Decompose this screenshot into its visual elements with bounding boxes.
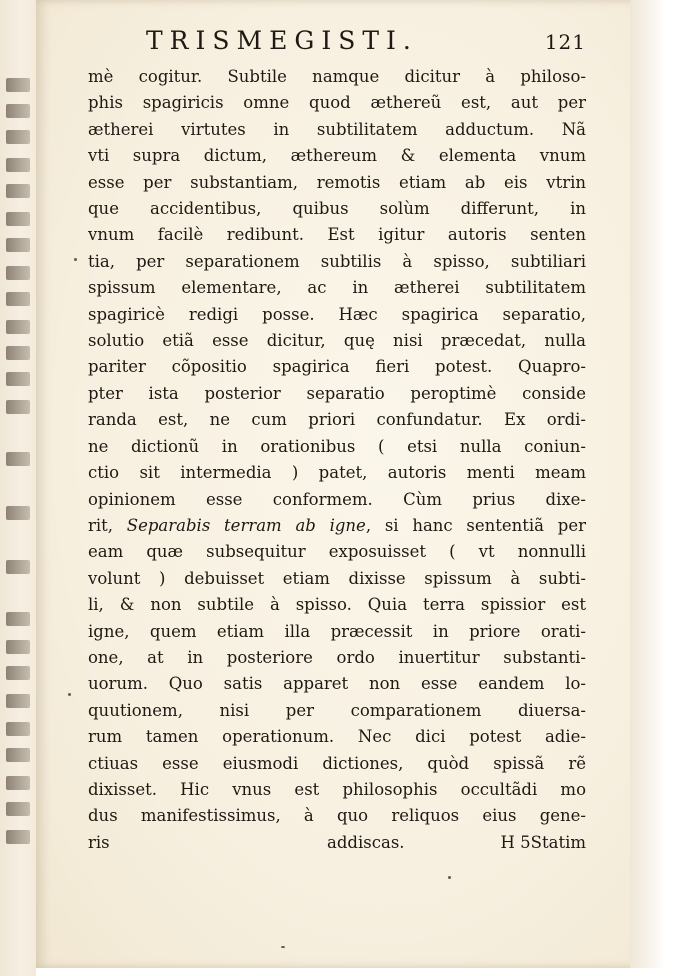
text-line: phis spagiricis omne quod æthereũ est, aut per <box>88 93 586 113</box>
text-line: opinionem esse conformem. Cùm prius dixe- <box>88 489 586 509</box>
show-through-mark <box>6 560 30 574</box>
italic-quotation: Separabis terram ab igne <box>126 515 366 535</box>
quote-tail: , si hanc sententiã per <box>365 515 586 535</box>
text-line: one, at in posteriore ordo inuertitur substanti- <box>88 647 586 667</box>
show-through-mark <box>6 830 30 844</box>
text-line: randa est, ne cum priori confundatur. Ex ordi- <box>88 410 586 430</box>
text-line: pariter cõpositio spagirica fieri potest. Quapro- <box>88 357 586 377</box>
paper-speck <box>74 258 77 261</box>
facing-page-margin <box>0 0 36 976</box>
text-line: esse per substantiam, remotis etiam ab eis vtrin <box>88 172 586 192</box>
show-through-mark <box>6 506 30 520</box>
show-through-mark <box>6 694 30 708</box>
text-line: solutio etiã esse dicitur, quę nisi præcedat, nulla <box>88 331 586 351</box>
show-through-mark <box>6 158 30 172</box>
show-through-mark <box>6 238 30 252</box>
text-line: li, & non subtile à spisso. Quia terra spissior est <box>88 595 586 615</box>
text-line: spagiricè redigi posse. Hæc spagirica separatio, <box>88 304 586 324</box>
paper-speck <box>281 946 285 948</box>
running-head: TRISMEGISTI. <box>146 26 418 55</box>
line-start: rit, <box>88 515 127 535</box>
show-through-mark <box>6 748 30 762</box>
show-through-mark <box>6 266 30 280</box>
text-line: ctio sit intermedia ) patet, autoris menti meam <box>88 463 586 483</box>
show-through-mark <box>6 78 30 92</box>
show-through-mark <box>6 104 30 118</box>
text-line: dixisset. Hic vnus est philosophis occultãdi mo <box>88 779 586 799</box>
text-line: mè cogitur. Subtile namque dicitur à philoso- <box>88 67 586 86</box>
show-through-mark <box>6 640 30 654</box>
text-line: quutionem, nisi per comparationem diuersa- <box>88 700 586 720</box>
text-line: pter ista posterior separatio peroptimè conside <box>88 383 586 403</box>
show-through-mark <box>6 292 30 306</box>
text-line: volunt ) debuisset etiam dixisse spissum à subti- <box>88 568 586 588</box>
text-line: que accidentibus, quibus solùm differunt, in <box>88 199 586 219</box>
catchword: Statim <box>530 832 586 852</box>
text-line: ætherei virtutes in subtilitatem adductum. Nã <box>88 119 586 139</box>
text-line: vnum facilè redibunt. Est igitur autoris senten <box>88 225 586 245</box>
show-through-mark <box>6 776 30 790</box>
signature-mark: H 5 <box>500 832 531 852</box>
text-line: uorum. Quo satis apparet non esse eandem lo- <box>88 674 586 694</box>
show-through-mark <box>6 372 30 386</box>
paper-speck <box>448 876 451 879</box>
text-line-end: ris addiscas. <box>88 832 405 852</box>
text-line: vti supra dictum, æthereum & elementa vnum <box>88 146 586 166</box>
show-through-mark <box>6 452 30 466</box>
text-line-with-quote <box>88 513 586 539</box>
show-through-mark <box>6 346 30 360</box>
page-header <box>86 24 586 60</box>
show-through-mark <box>6 212 30 226</box>
show-through-mark <box>6 666 30 680</box>
text-line: rum tamen operationum. Nec dici potest adie- <box>88 727 586 747</box>
show-through-mark <box>6 802 30 816</box>
text-line: igne, quem etiam illa præcessit in priore orati- <box>88 621 586 641</box>
page-number: 121 <box>544 30 586 54</box>
text-line: ctiuas esse eiusmodi dictiones, quòd spissã rẽ <box>88 753 586 773</box>
text-line: dus manifestissimus, à quo reliquos eius gene- <box>88 806 586 826</box>
text-line: tia, per separationem subtilis à spisso, subtiliari <box>88 251 586 271</box>
page-edge <box>630 0 666 968</box>
paper-speck <box>68 693 71 696</box>
show-through-mark <box>6 722 30 736</box>
final-line <box>88 830 586 856</box>
text-line: ne dictionũ in orationibus ( etsi nulla coniun- <box>88 436 586 456</box>
text-line: eam quæ subsequitur exposuisset ( vt nonnulli <box>88 542 586 562</box>
text-line: spissum elementare, ac in ætherei subtilitatem <box>88 278 586 298</box>
body-text <box>88 64 586 856</box>
show-through-mark <box>6 612 30 626</box>
show-through-mark <box>6 400 30 414</box>
show-through-mark <box>6 320 30 334</box>
show-through-mark <box>6 130 30 144</box>
show-through-mark <box>6 184 30 198</box>
book-page <box>36 0 666 968</box>
